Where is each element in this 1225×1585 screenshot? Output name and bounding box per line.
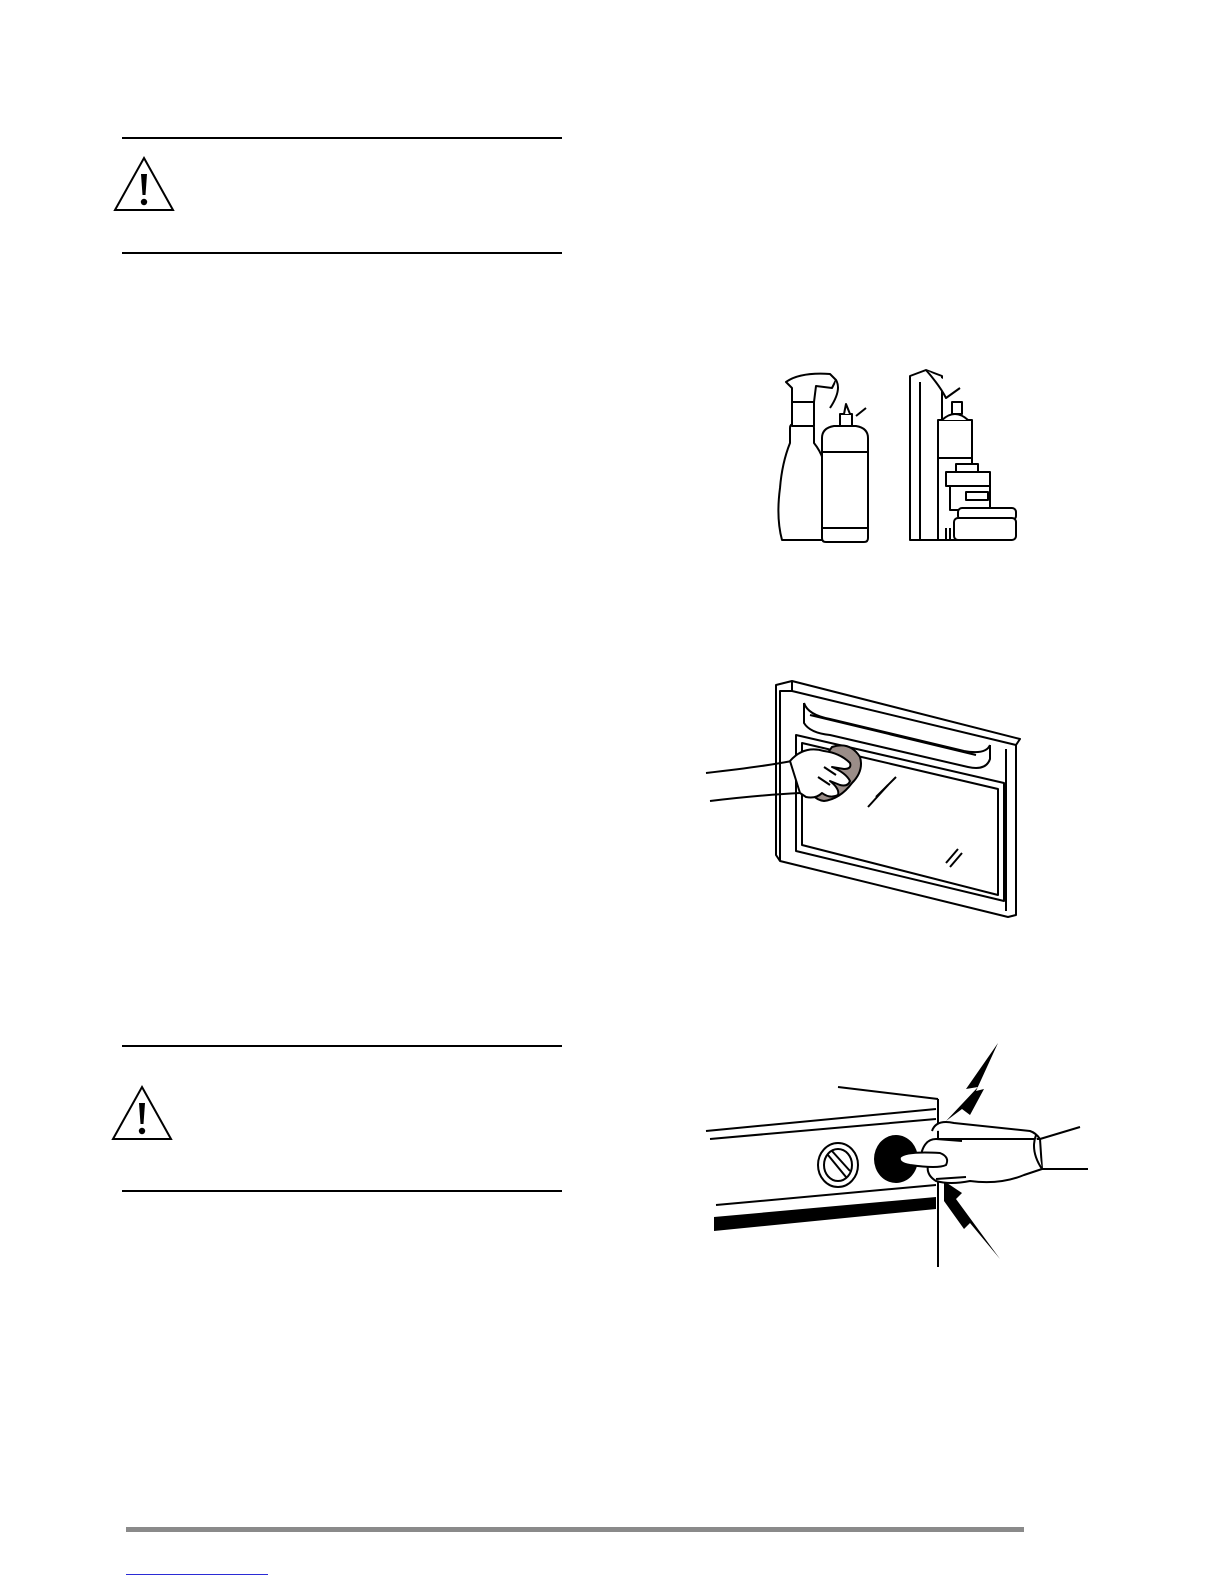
warning-top-rule-2 <box>122 1045 562 1047</box>
footer-link-underline[interactable] <box>126 1574 268 1575</box>
warning-top-rule-1 <box>122 137 562 139</box>
warning-triangle-icon <box>110 1084 174 1142</box>
cleaning-products-illustration <box>770 368 1030 548</box>
footer-rule <box>126 1527 1024 1532</box>
oven-door-cleaning-illustration <box>700 675 1030 925</box>
warning-bottom-rule-1 <box>122 252 562 254</box>
warning-triangle-icon <box>112 155 176 213</box>
control-panel-hand-illustration <box>700 1035 1100 1275</box>
warning-bottom-rule-2 <box>122 1190 562 1192</box>
